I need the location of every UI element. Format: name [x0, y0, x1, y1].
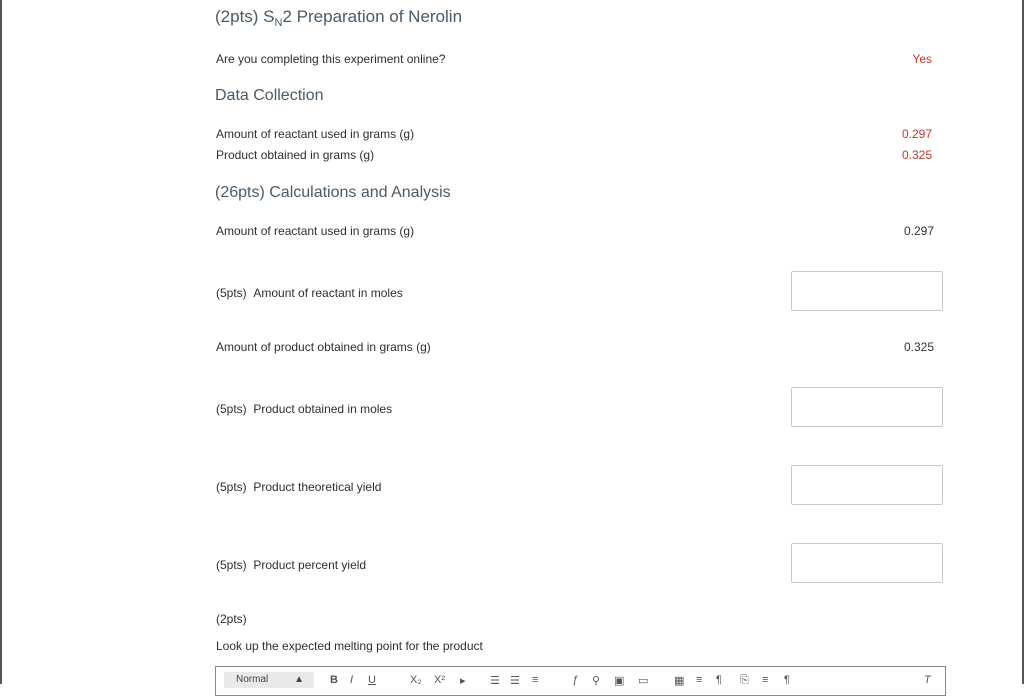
calc-product-grams-label: Amount of product obtained in grams (g) — [216, 340, 431, 354]
formula-icon[interactable]: ƒ — [572, 674, 579, 686]
reactant-moles-input[interactable] — [791, 271, 943, 311]
bullet-list-icon[interactable]: ☰ — [510, 675, 520, 687]
underline-button[interactable]: U — [368, 674, 376, 686]
data-collection-heading: Data Collection — [215, 87, 324, 104]
percent-yield-input[interactable] — [791, 543, 943, 583]
melting-point-pts: (2pts) — [216, 612, 247, 626]
product-moles-label: (5pts) Product obtained in moles — [216, 402, 393, 416]
calculations-heading: (26pts) Calculations and Analysis — [215, 184, 451, 201]
special-char-icon[interactable]: ¶ — [784, 674, 790, 686]
align-right-icon[interactable]: ≡ — [762, 674, 769, 686]
indent-icon[interactable]: ≡ — [532, 674, 539, 686]
reactant-grams-label: Amount of reactant used in grams (g) — [216, 127, 415, 141]
online-answer-value: Yes — [912, 52, 932, 66]
online-question-label: Are you completing this experiment online? — [216, 52, 446, 66]
theoretical-yield-label: (5pts) Product theoretical yield — [216, 480, 382, 494]
reactant-grams-value: 0.297 — [901, 127, 932, 141]
superscript-button[interactable]: X² — [434, 674, 445, 686]
product-grams-label: Product obtained in grams (g) — [216, 148, 375, 162]
calc-reactant-grams-label: Amount of reactant used in grams (g) — [216, 224, 415, 238]
subscript-button[interactable]: X₂ — [410, 674, 422, 686]
media-icon[interactable]: ▭ — [638, 675, 649, 687]
left-edge-border — [0, 0, 2, 684]
product-moles-input[interactable] — [791, 387, 943, 427]
image-icon[interactable]: ▣ — [614, 675, 625, 687]
link-icon[interactable]: ⚲ — [592, 675, 601, 687]
table-icon[interactable]: ▦ — [674, 675, 685, 687]
text-direction-icon[interactable]: ¶ — [716, 674, 722, 686]
italic-button[interactable]: I — [350, 674, 354, 686]
clear-format-button[interactable]: T — [924, 674, 931, 686]
calc-product-grams-value: 0.325 — [903, 340, 934, 354]
ordered-list-icon[interactable]: ☰ — [490, 675, 500, 687]
text-color-icon[interactable]: ▸ — [460, 675, 466, 687]
style-select[interactable]: Normal ▲ — [224, 672, 314, 688]
align-icon[interactable]: ≡ — [696, 674, 703, 686]
select-arrow-icon: ▲ — [294, 674, 304, 685]
melting-point-prompt: Look up the expected melting point for the product — [216, 639, 483, 653]
editor-toolbar — [215, 666, 946, 696]
product-grams-value: 0.325 — [901, 148, 932, 162]
page-title: (2pts) $S_N2$ Preparation of Nerolin — [215, 7, 463, 29]
paste-icon[interactable]: ⎘ — [740, 674, 749, 686]
bold-button[interactable]: B — [330, 674, 338, 686]
title-subscript: N — [274, 17, 283, 29]
reactant-moles-label: (5pts) Amount of reactant in moles — [216, 286, 403, 300]
calc-reactant-grams-value: 0.297 — [903, 224, 934, 238]
theoretical-yield-input[interactable] — [791, 465, 943, 505]
percent-yield-label: (5pts) Product percent yield — [216, 558, 367, 572]
